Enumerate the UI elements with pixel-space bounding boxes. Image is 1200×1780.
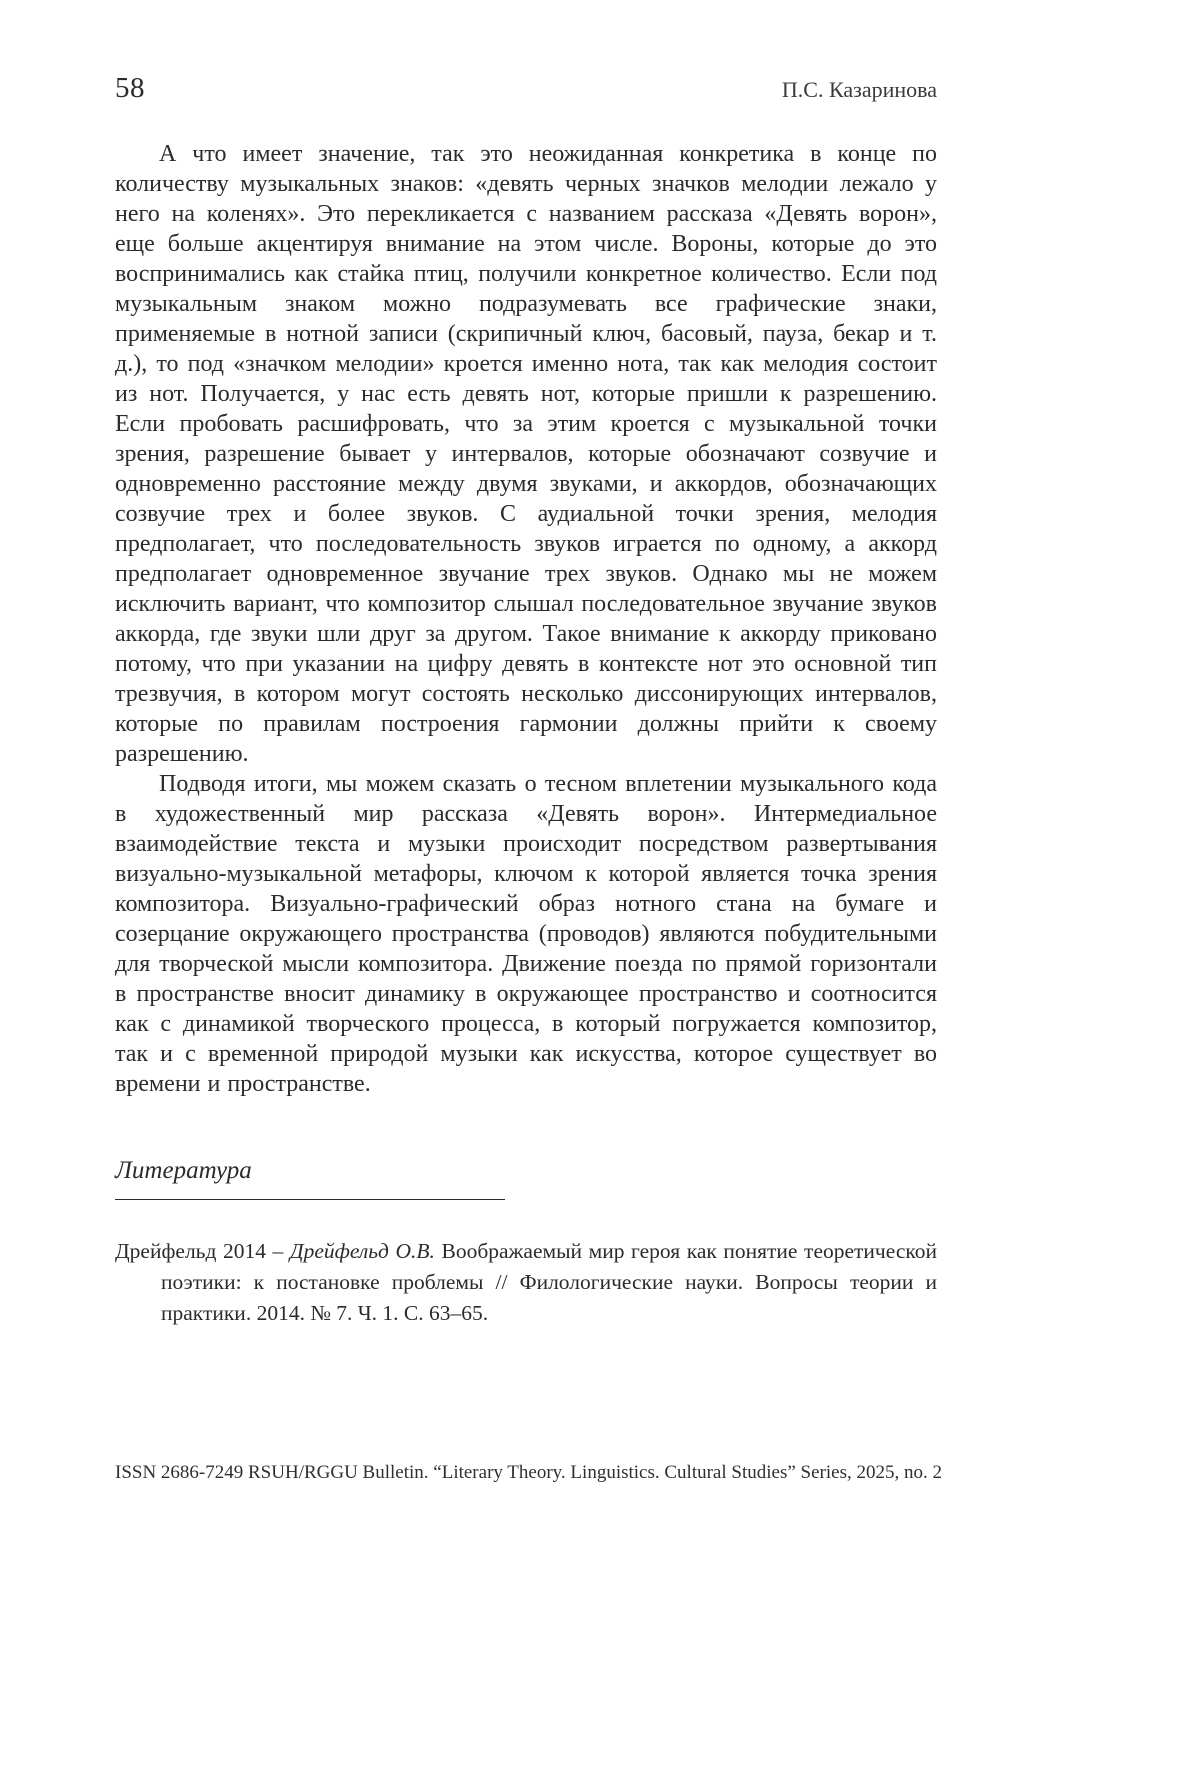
page-number: 58 <box>115 72 145 104</box>
references-heading: Литература <box>115 1157 505 1200</box>
reference-text: Воображаемый мир героя как понятие теоретической поэтики: к постановке проблемы // Филологические науки. Вопросы теории и практики. 2014. № 7. Ч. 1. С. 63–65. <box>161 1239 937 1325</box>
issn-line: ISSN 2686-7249 RSUH/RGGU Bulletin. “Literary Theory. Linguistics. Cultural Studies” Series, 2025, no. 2 <box>115 1462 942 1483</box>
page-footer <box>115 1462 1015 1484</box>
running-head-author: П.С. Казаринова <box>781 77 937 102</box>
reference-author: Дрейфельд О.В. <box>289 1239 435 1263</box>
body-paragraph-2: Подводя итоги, мы можем сказать о тесном вплетении музыкального кода в художественный мир рассказа «Девять ворон». Интермедиальное взаимодействие текста и музыки происходит посредством развертывания визуально-музыкальной метафоры, ключом к которой является точка зрения композитора. Визуально-графический образ нотного стана на бумаге и созерцание окружающего пространства (проводов) являются побудительными для творческой мысли композитора. Движение поезда по прямой горизонтали в пространстве вносит динамику в окружающее пространство и соотносится как с динамикой творческого процесса, в который погружается композитор, так и с временной природой музыки как искусства, которое существует во времени и пространстве. <box>115 771 937 1097</box>
article-body <box>115 139 937 1099</box>
page-content <box>115 72 937 1329</box>
running-header <box>115 72 937 105</box>
reference-label: Дрейфельд 2014 – <box>115 1239 290 1263</box>
body-paragraph-1: А что имеет значение, так это неожиданная конкретика в конце по количеству музыкальных знаков: «девять черных значков мелодии лежало у него на коленях». Это перекликается с названием рассказа «Девять ворон», еще больше акцентируя внимание на этом числе. Вороны, которые до это воспринимались как стайка птиц, получили конкретное количество. Если под музыкальным знаком можно подразумевать все графические знаки, применяемые в нотной записи (скрипичный ключ, басовый, пауза, бекар и т. д.), то под «значком мелодии» кроется именно нота, так как мелодия состоит из нот. Получается, у нас есть девять нот, которые пришли к разрешению. Если пробовать расшифровать, что за этим кроется с музыкальной точки зрения, разрешение бывает у интервалов, которые обозначают созвучие и одновременно расстояние между двумя звуками, и аккордов, обозначающих созвучие трех и более звуков. С аудиальной точки зрения, мелодия предполагает, что последовательность звуков играется по одному, а аккорд предполагает одновременное звучание трех звуков. Однако мы не можем исключить вариант, что композитор слышал последовательное звучание звуков аккорда, где звуки шли друг за другом. Такое внимание к аккорду приковано потому, что при указании на цифру девять в контексте нот это основной тип трезвучия, в котором могут состоять несколько диссонирующих интервалов, которые по правилам построения гармонии должны прийти к своему разрешению. <box>115 141 937 767</box>
references-section <box>115 1157 937 1329</box>
reference-entry <box>115 1236 937 1329</box>
